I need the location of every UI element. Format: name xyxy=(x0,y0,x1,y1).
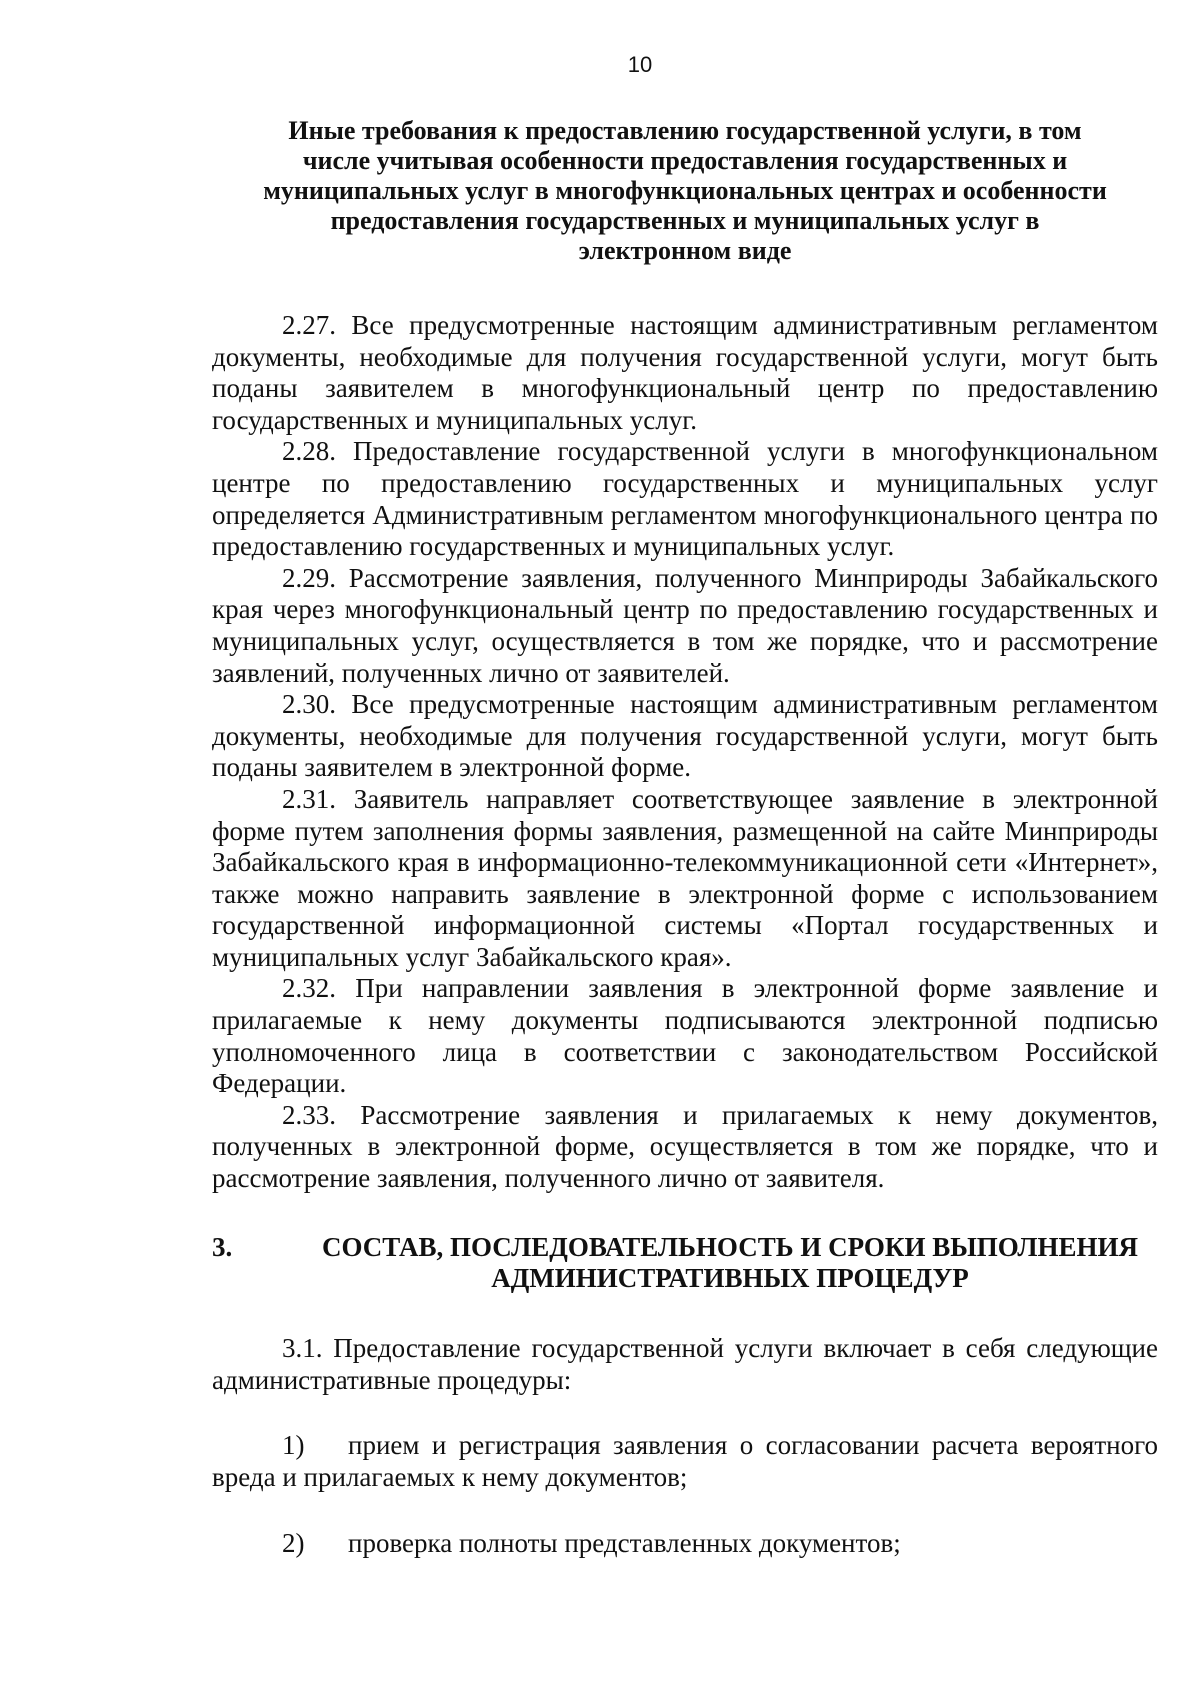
list-item-number: 1) xyxy=(282,1430,305,1460)
chapter-title-line: АДМИНИСТРАТИВНЫХ ПРОЦЕДУР xyxy=(491,1263,969,1293)
list-item xyxy=(212,1528,1158,1560)
chapter-heading xyxy=(212,1232,1158,1294)
paragraph-2-29: 2.29. Рассмотрение заявления, полученного Минприроды Забайкальского края через многофункциональный центр по предоставлению государственных и муниципальных услуг, осуществляется в том же порядке, что и рассмотрение заявлений, полученных лично от заявителей. xyxy=(212,562,1158,688)
list-item xyxy=(212,1430,1158,1493)
list-item-number: 2) xyxy=(282,1528,305,1558)
chapter-number: 3. xyxy=(212,1232,233,1262)
paragraph-2-28: 2.28. Предоставление государственной услуги в многофункциональном центре по предоставлению государственных и муниципальных услуг определяется Административным регламентом многофункционального центра по предоставлению государственных и муниципальных услуг. xyxy=(212,436,1158,562)
section-heading-line: муниципальных услуг в многофункциональных центрах и особенности xyxy=(263,176,1107,205)
section-heading-line: Иные требования к предоставлению государственной услуги, в том xyxy=(288,116,1082,145)
list-item-text: проверка полноты представленных документов; xyxy=(348,1528,901,1558)
section-heading-line: предоставления государственных и муниципальных услуг в xyxy=(330,206,1040,235)
list-item-text: прием и регистрация заявления о согласовании расчета вероятного вреда и прилагаемых к нему документов; xyxy=(212,1430,1158,1492)
document-body xyxy=(212,310,1158,1195)
section-heading xyxy=(210,116,1160,266)
paragraph-2-27: 2.27. Все предусмотренные настоящим административным регламентом документы, необходимые для получения государственной услуги, могут быть поданы заявителем в многофункциональный центр по предоставлению государственных и муниципальных услуг. xyxy=(212,310,1158,435)
paragraph-2-33: 2.33. Рассмотрение заявления и прилагаемых к нему документов, полученных в электронной форме, осуществляется в том же порядке, что и рассмотрение заявления, полученного лично от заявителя. xyxy=(212,1099,1158,1194)
page-number: 10 xyxy=(627,52,653,77)
paragraph-2-32: 2.32. При направлении заявления в электронной форме заявление и прилагаемые к нему документы подписываются электронной подписью уполномоченного лица в соответствии с законодательством Российской Федерации. xyxy=(212,973,1158,1099)
paragraph-2-30: 2.30. Все предусмотренные настоящим административным регламентом документы, необходимые для получения государственной услуги, могут быть поданы заявителем в электронной форме. xyxy=(212,689,1158,783)
chapter-title-line: СОСТАВ, ПОСЛЕДОВАТЕЛЬНОСТЬ И СРОКИ ВЫПОЛНЕНИЯ xyxy=(321,1232,1139,1262)
chapter-title xyxy=(302,1232,1158,1294)
section-heading-line: числе учитывая особенности предоставления государственных и xyxy=(302,146,1068,175)
section-heading-line: электронном виде xyxy=(578,236,792,265)
paragraph-2-31: 2.31. Заявитель направляет соответствующее заявление в электронной форме путем заполнения формы заявления, размещенной на сайте Минприроды Забайкальского края в информационно-телекоммуникационной сети «Интернет», также можно направить заявление в электронной форме с использованием государственной информационной системы «Портал государственных и муниципальных услуг Забайкальского края». xyxy=(212,783,1158,972)
paragraph-3-1: 3.1. Предоставление государственной услуги включает в себя следующие административные процедуры: xyxy=(212,1333,1158,1395)
